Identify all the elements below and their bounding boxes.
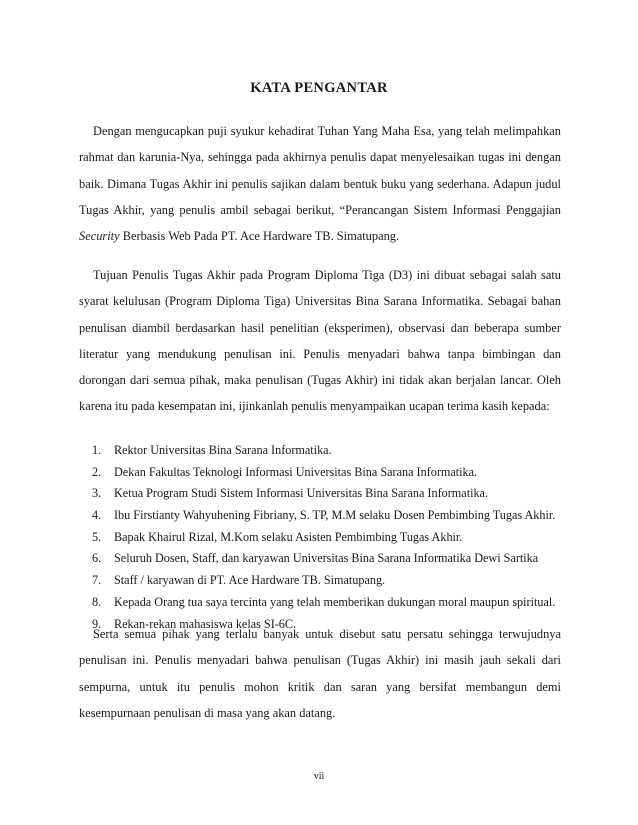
list-item (79, 570, 569, 592)
list-item-number: 1. (92, 443, 102, 457)
page-title: KATA PENGANTAR (250, 80, 388, 96)
list-item-number: 4. (92, 508, 102, 523)
list-item-text: Ibu Firstianty Wahyuhening Fibriany, S. TP, M.M selaku Dosen Pembimbing Tugas Akhir. (114, 508, 556, 523)
list-item (79, 592, 569, 614)
list-item-text: Ketua Program Studi Sistem Informasi Universitas Bina Sarana Informatika. (114, 486, 489, 501)
list-item-number: 3. (92, 486, 102, 501)
list-item-number: 8. (92, 594, 102, 609)
paragraph-intro-end: Berbasis Web Pada PT. Ace Hardware TB. Simatupang. (119, 229, 400, 244)
list-item-text: Kepada Orang tua saya tercinta yang telah memberikan dukungan moral maupun spiritual. (114, 594, 556, 609)
paragraph-intro (79, 118, 561, 249)
list-item-number: 9. (92, 616, 102, 631)
paragraph-closing: Serta semua pihak yang terlalu banyak untuk disebut satu persatu sehingga terwujudnya penulisan ini. Penulis menyadari bahwa penulisan (Tugas Akhir) ini masih jauh sekali dari sempurna, untuk itu penulis mohon kritik dan saran yang bersifat membangun demi kesempurnaan penulisan di masa yang akan datang. (79, 627, 561, 720)
acknowledgement-list (79, 440, 569, 635)
page-number: vii (313, 771, 325, 782)
paragraph-intro-italic: Security (79, 229, 120, 244)
list-item (79, 440, 569, 462)
paragraph-purpose: Tujuan Penulis Tugas Akhir pada Program Diploma Tiga (D3) ini dibuat sebagai salah satu syarat kelulusan (Program Diploma Tiga) Universitas Bina Sarana Informatika. Sebagai bahan penulisan diambil berdasarkan hasil penelitian (eksperimen), observasi dan beberapa sumber literatur yang mendukung penulisan ini. Penulis menyadari bahwa tanpa bimbingan dan dorongan dari semua pihak, maka penulisan (Tugas Akhir) ini tidak akan berjalan lancar. Oleh karena itu pada kesempatan ini, ijinkanlah penulis menyampaikan ucapan terima kasih kepada: (79, 268, 561, 414)
list-item-number: 2. (92, 464, 102, 479)
list-item-number: 7. (92, 573, 102, 588)
paragraph-intro-text: Dengan mengucapkan puji syukur kehadirat Tuhan Yang Maha Esa, yang telah melimpahkan rahmat dan karunia-Nya, sehingga pada akhirnya penulis dapat menyelesaikan tugas ini dengan baik. Dimana Tugas Akhir ini penulis sajikan dalam bentuk buku yang sederhana. Adapun judul Tugas Akhir, yang penulis ambil sebagai berikut, “Perancangan Sistem Informasi Penggajian (79, 124, 561, 217)
list-item-text: Rekan-rekan mahasiswa kelas SI-6C. (114, 616, 297, 631)
list-item-text: Seluruh Dosen, Staff, dan karyawan Universitas Bina Sarana Informatika Dewi Sartika (114, 551, 539, 566)
list-item-text: Bapak Khairul Rizal, M.Kom selaku Asisten Pembimbing Tugas Akhir. (114, 529, 463, 544)
list-item (79, 462, 569, 484)
list-item-text: Dekan Fakultas Teknologi Informasi Universitas Bina Sarana Informatika. (114, 464, 478, 479)
list-item-text: Staff / karyawan di PT. Ace Hardware TB. Simatupang. (114, 573, 386, 588)
list-item-text: Rektor Universitas Bina Sarana Informatika. (114, 443, 332, 457)
list-item-number: 5. (92, 529, 102, 544)
list-item (79, 527, 569, 549)
list-item (79, 548, 569, 570)
list-item (79, 483, 569, 505)
list-item-number: 6. (92, 551, 102, 566)
list-item (79, 505, 569, 527)
